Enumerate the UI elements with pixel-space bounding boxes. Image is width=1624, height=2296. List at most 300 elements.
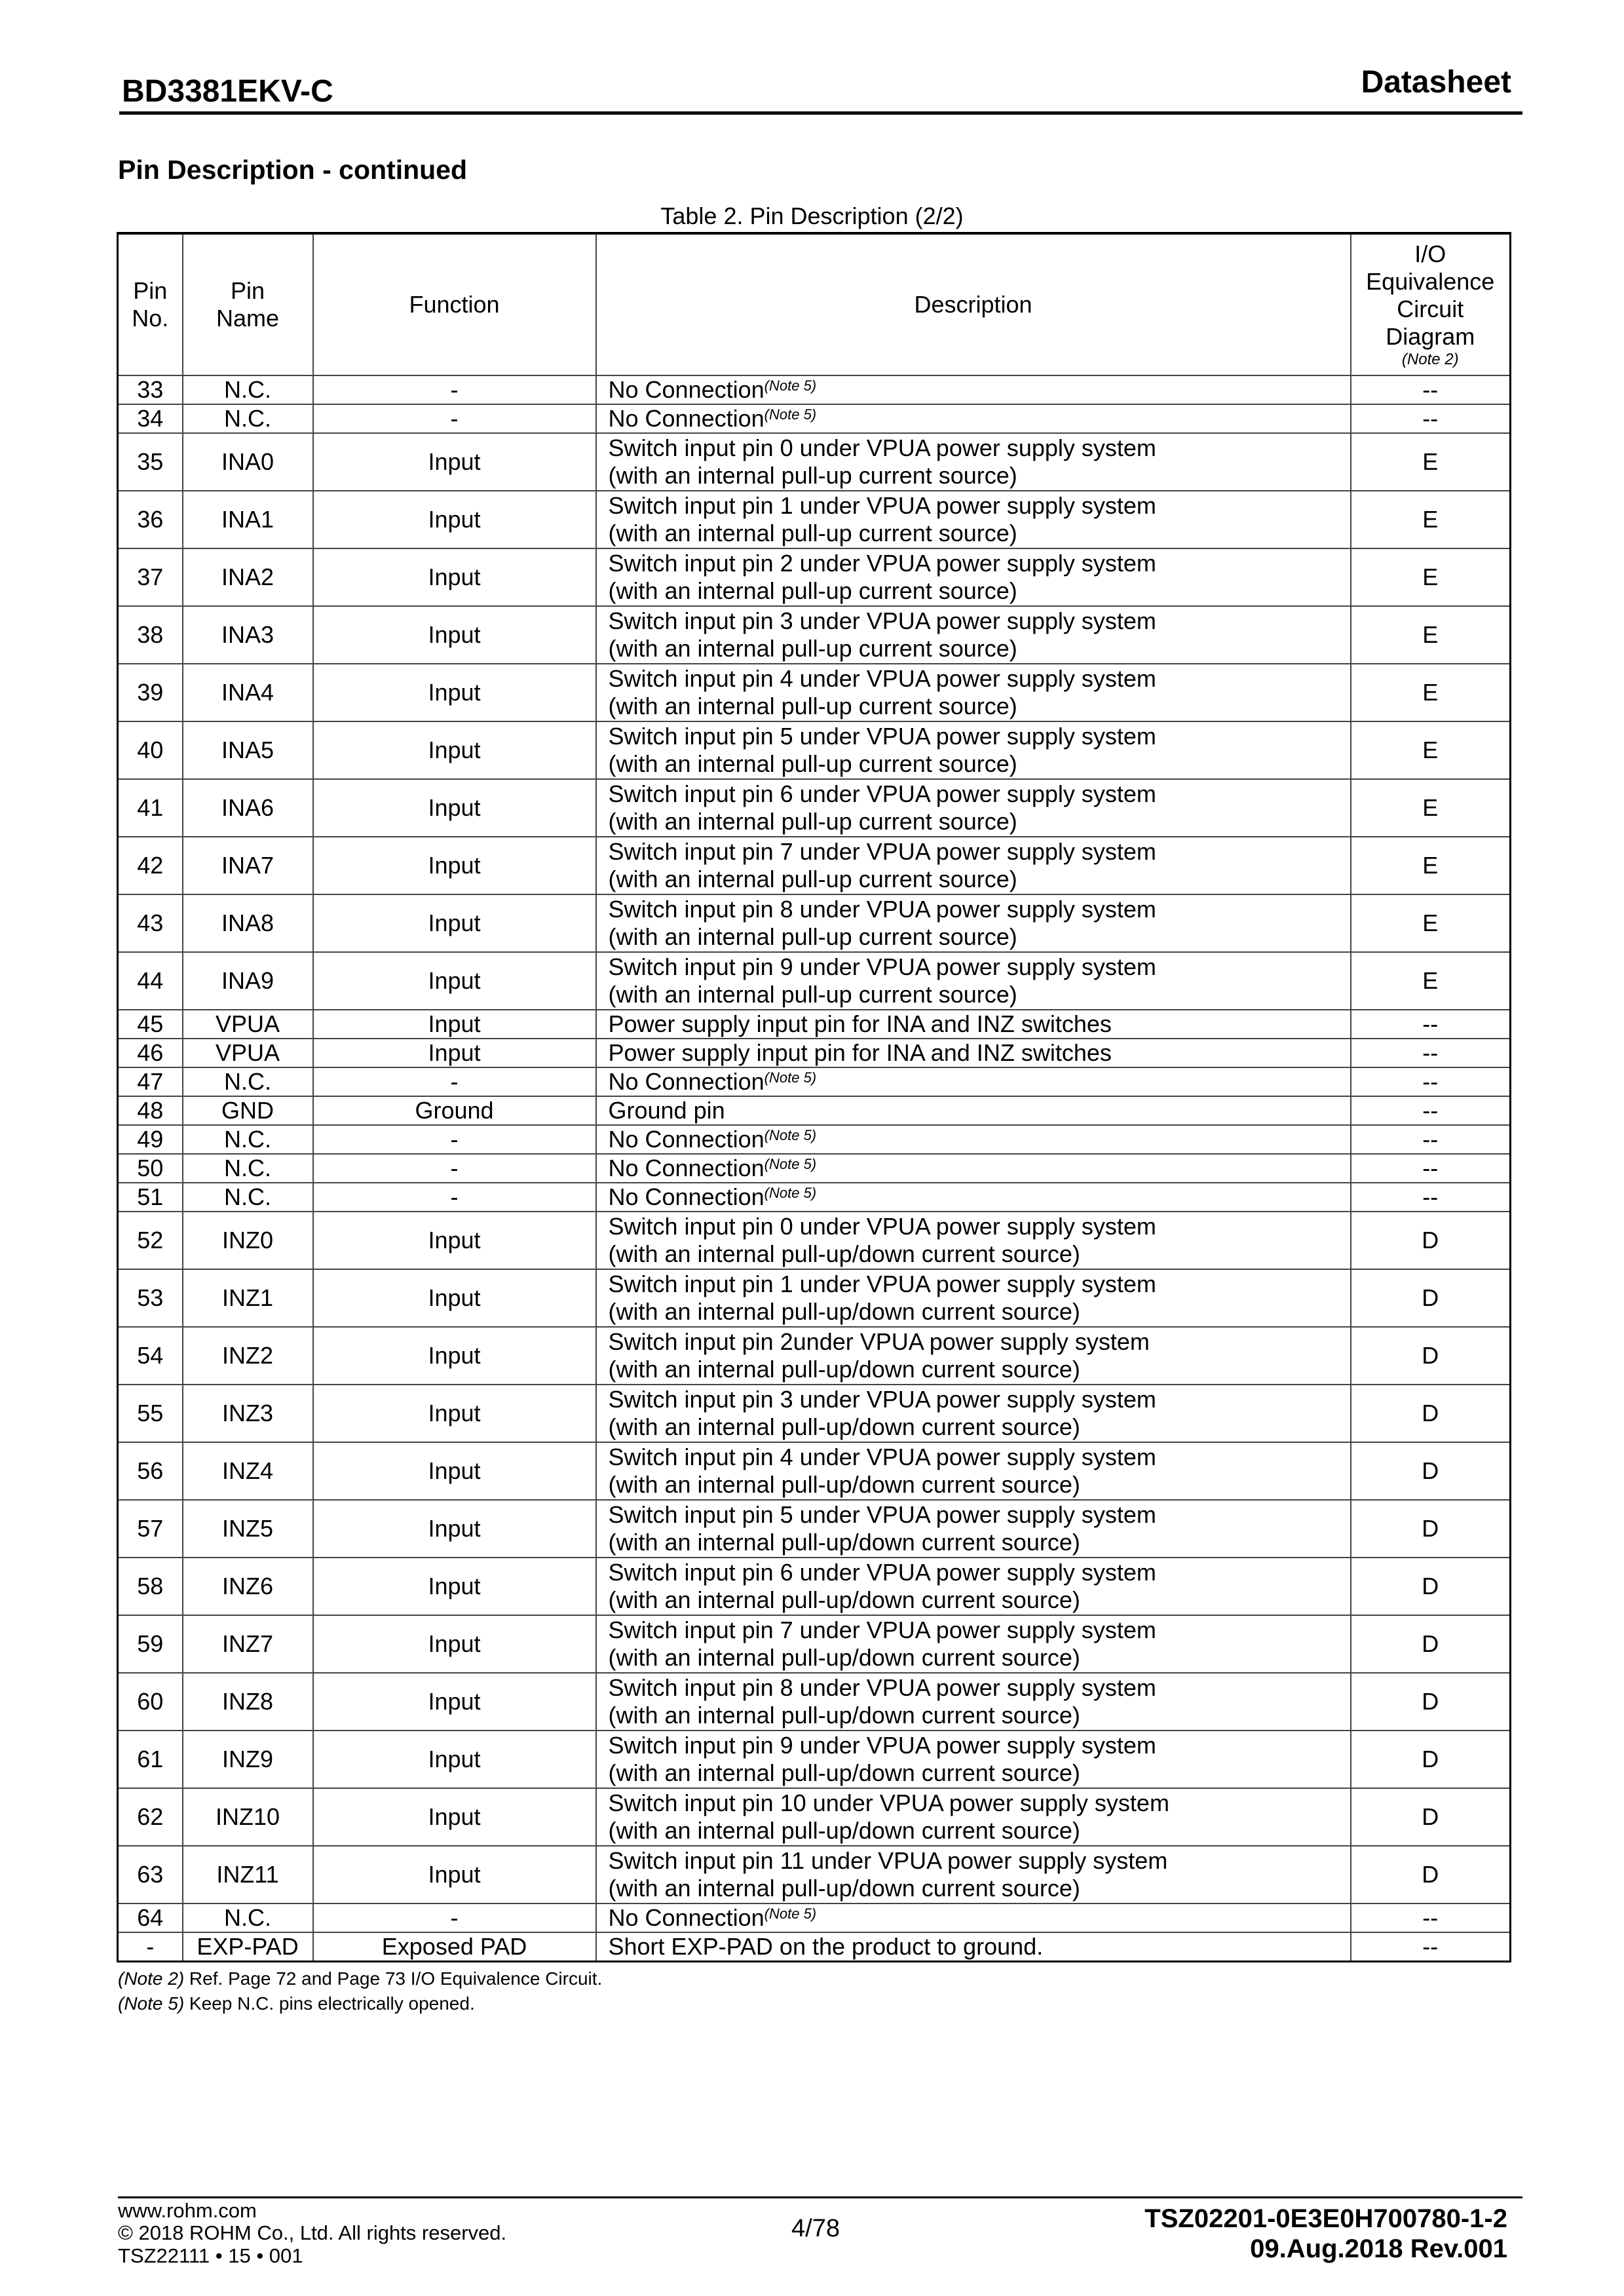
io-diagram: E (1351, 894, 1511, 952)
description-text: (with an internal pull-up current source) (608, 520, 1017, 546)
description-line (609, 607, 1350, 635)
pin-function: Input (313, 1673, 596, 1731)
note-reference: (Note 5) (764, 1156, 817, 1172)
note-reference: (Note 5) (764, 1127, 817, 1143)
col-label: I/O Equivalence Circuit Diagram (1366, 240, 1495, 350)
table-row (118, 1010, 1511, 1039)
header-rule (119, 111, 1522, 115)
table-row (118, 1673, 1511, 1731)
description-line (609, 520, 1350, 547)
description-line (609, 665, 1350, 693)
table-row (118, 1904, 1511, 1932)
table-row (118, 1039, 1511, 1067)
description-line (609, 1501, 1350, 1529)
description-line (609, 1644, 1350, 1672)
description-text: (with an internal pull-up/down current source) (608, 1875, 1080, 1902)
pin-description (596, 837, 1351, 894)
description-text: (with an internal pull-up current source) (608, 808, 1017, 835)
description-line (609, 750, 1350, 778)
description-text: Switch input pin 7 under VPUA power supply system (608, 1617, 1156, 1643)
description-text: (with an internal pull-up/down current source) (608, 1817, 1080, 1844)
description-text: Switch input pin 5 under VPUA power supply system (608, 1501, 1156, 1528)
table-row (118, 1067, 1511, 1096)
pin-description (596, 606, 1351, 664)
description-text: Switch input pin 0 under VPUA power supply system (608, 1213, 1156, 1240)
pin-number: 58 (118, 1558, 183, 1615)
pin-name: N.C. (183, 1154, 313, 1183)
description-text: No Connection (608, 376, 765, 403)
description-text: Power supply input pin for INA and INZ switches (608, 1039, 1112, 1066)
footer-rule (118, 2196, 1522, 2198)
pin-function: - (313, 1067, 596, 1096)
pin-number: 47 (118, 1067, 183, 1096)
io-diagram: E (1351, 491, 1511, 548)
pin-function: - (313, 1154, 596, 1183)
table-row (118, 664, 1511, 721)
description-text: Switch input pin 6 under VPUA power supply system (608, 1559, 1156, 1586)
note-reference: (Note 5) (764, 1905, 817, 1922)
table-row (118, 1125, 1511, 1154)
pin-name: N.C. (183, 1904, 313, 1932)
pin-name: INZ6 (183, 1558, 313, 1615)
description-text: Ground pin (608, 1097, 725, 1124)
table-row (118, 1183, 1511, 1212)
pin-description (596, 1442, 1351, 1500)
pin-name: INA7 (183, 837, 313, 894)
description-text: (with an internal pull-up/down current source) (608, 1356, 1080, 1383)
pin-function: Input (313, 1212, 596, 1269)
pin-function: Input (313, 1846, 596, 1904)
description-text: (with an internal pull-up/down current source) (608, 1240, 1080, 1267)
pin-function: Input (313, 1500, 596, 1558)
footer-doc-number: TSZ02201-0E3E0H700780-1-2 (1144, 2204, 1507, 2233)
pin-name: INZ2 (183, 1327, 313, 1385)
description-line (609, 577, 1350, 605)
pin-function: Input (313, 1788, 596, 1846)
page-number: 4/78 (791, 2215, 840, 2242)
pin-function: Input (313, 491, 596, 548)
description-text: (with an internal pull-up current source) (608, 635, 1017, 662)
pin-description (596, 952, 1351, 1010)
col-pin-name (183, 233, 313, 375)
description-text: Switch input pin 9 under VPUA power supply system (608, 1732, 1156, 1759)
note-reference: (Note 5) (764, 406, 817, 423)
description-text: (with an internal pull-up current source) (608, 577, 1017, 604)
description-line (609, 635, 1350, 662)
pin-description (596, 894, 1351, 952)
io-diagram: -- (1351, 404, 1511, 433)
pin-name: GND (183, 1096, 313, 1125)
col-label: Pin Name (216, 277, 280, 332)
pin-number: 59 (118, 1615, 183, 1673)
io-diagram: D (1351, 1212, 1511, 1269)
pin-number: 34 (118, 404, 183, 433)
description-text: Switch input pin 6 under VPUA power supply system (608, 780, 1156, 807)
description-text: Switch input pin 2 under VPUA power supply system (608, 550, 1156, 577)
pin-name: INZ1 (183, 1269, 313, 1327)
description-line (609, 1010, 1350, 1038)
pin-description (596, 1904, 1351, 1932)
pin-number: 42 (118, 837, 183, 894)
pin-description (596, 1067, 1351, 1096)
pin-name: N.C. (183, 1067, 313, 1096)
pin-function: Input (313, 1442, 596, 1500)
io-diagram: D (1351, 1788, 1511, 1846)
description-text: (with an internal pull-up/down current source) (608, 1644, 1080, 1671)
pin-number: 44 (118, 952, 183, 1010)
note-reference: (Note 5) (764, 377, 817, 394)
pin-name: INZ8 (183, 1673, 313, 1731)
description-line (609, 953, 1350, 981)
description-line (609, 462, 1350, 489)
pin-description (596, 1385, 1351, 1442)
table-row (118, 837, 1511, 894)
io-diagram: E (1351, 548, 1511, 606)
table-row (118, 1558, 1511, 1615)
pin-name: INA3 (183, 606, 313, 664)
description-line (609, 923, 1350, 951)
description-line (609, 1674, 1350, 1702)
description-line (609, 1444, 1350, 1471)
description-line (609, 1356, 1350, 1383)
pin-number: 52 (118, 1212, 183, 1269)
table-row (118, 375, 1511, 404)
description-text: Switch input pin 1 under VPUA power supply system (608, 492, 1156, 519)
io-diagram: D (1351, 1731, 1511, 1788)
pin-name: INA0 (183, 433, 313, 491)
pin-name: EXP-PAD (183, 1932, 313, 1962)
description-text: (with an internal pull-up/down current source) (608, 1759, 1080, 1786)
pin-description (596, 779, 1351, 837)
pin-number: 51 (118, 1183, 183, 1212)
note-reference: (Note 5) (764, 1069, 817, 1086)
description-line (609, 405, 1350, 432)
table-row (118, 606, 1511, 664)
table-row (118, 1327, 1511, 1385)
description-line (609, 1471, 1350, 1499)
note-5 (118, 1993, 475, 2014)
description-text: (with an internal pull-up current source) (608, 866, 1017, 892)
description-line (609, 866, 1350, 893)
pin-function: Input (313, 1615, 596, 1673)
pin-function: Input (313, 721, 596, 779)
pin-name: INA5 (183, 721, 313, 779)
note-label: (Note 5) (118, 1993, 185, 2014)
pin-function: Input (313, 1558, 596, 1615)
pin-number: 41 (118, 779, 183, 837)
pin-name: INZ10 (183, 1788, 313, 1846)
pin-name: INZ3 (183, 1385, 313, 1442)
io-diagram: E (1351, 433, 1511, 491)
pin-number: 39 (118, 664, 183, 721)
table-row (118, 779, 1511, 837)
io-diagram: -- (1351, 1904, 1511, 1932)
description-text: (with an internal pull-up/down current source) (608, 1586, 1080, 1613)
pin-name: N.C. (183, 1183, 313, 1212)
io-diagram: E (1351, 779, 1511, 837)
io-diagram: E (1351, 952, 1511, 1010)
io-diagram: D (1351, 1846, 1511, 1904)
description-line (609, 1126, 1350, 1153)
io-diagram: -- (1351, 375, 1511, 404)
io-diagram: -- (1351, 1067, 1511, 1096)
description-line (609, 1183, 1350, 1211)
description-text: (with an internal pull-up current source) (608, 981, 1017, 1008)
io-diagram: -- (1351, 1125, 1511, 1154)
pin-name: INA4 (183, 664, 313, 721)
description-line (609, 1759, 1350, 1787)
col-io-diagram (1351, 233, 1511, 375)
description-text: Switch input pin 3 under VPUA power supply system (608, 1386, 1156, 1413)
pin-function: Input (313, 1385, 596, 1442)
description-line (609, 1097, 1350, 1124)
pin-number: 62 (118, 1788, 183, 1846)
description-line (609, 1298, 1350, 1326)
pin-number: 55 (118, 1385, 183, 1442)
pin-number: 45 (118, 1010, 183, 1039)
pin-function: - (313, 404, 596, 433)
pin-name: INA2 (183, 548, 313, 606)
document-id: BD3381EKV-C (122, 74, 333, 109)
pin-function: - (313, 1183, 596, 1212)
description-text: (with an internal pull-up/down current source) (608, 1702, 1080, 1729)
description-line (609, 693, 1350, 720)
pin-description (596, 664, 1351, 721)
pin-description (596, 375, 1351, 404)
description-text: (with an internal pull-up/down current source) (608, 1471, 1080, 1498)
description-line (609, 1817, 1350, 1845)
table-row (118, 1846, 1511, 1904)
description-text: (with an internal pull-up/down current source) (608, 1529, 1080, 1556)
note-text: Keep N.C. pins electrically opened. (184, 1993, 475, 2014)
pin-function: Input (313, 664, 596, 721)
pin-description (596, 1615, 1351, 1673)
description-text: Switch input pin 0 under VPUA power supply system (608, 434, 1156, 461)
description-text: (with an internal pull-up current source) (608, 462, 1017, 489)
col-label: Function (409, 291, 500, 318)
table-row (118, 1731, 1511, 1788)
pin-name: N.C. (183, 375, 313, 404)
description-line (609, 492, 1350, 520)
pin-number: 64 (118, 1904, 183, 1932)
pin-description (596, 1673, 1351, 1731)
description-line (609, 1240, 1350, 1268)
description-text: No Connection (608, 1126, 765, 1153)
pin-description (596, 721, 1351, 779)
pin-name: INA6 (183, 779, 313, 837)
description-line (609, 1068, 1350, 1096)
pin-number: 49 (118, 1125, 183, 1154)
pin-function: - (313, 1125, 596, 1154)
description-line (609, 1875, 1350, 1902)
description-line (609, 1529, 1350, 1556)
description-line (609, 780, 1350, 808)
pin-description (596, 1212, 1351, 1269)
pin-description (596, 1039, 1351, 1067)
pin-name: N.C. (183, 404, 313, 433)
pin-number: 37 (118, 548, 183, 606)
io-diagram: -- (1351, 1154, 1511, 1183)
pin-function: Input (313, 837, 596, 894)
table-row (118, 1500, 1511, 1558)
pin-number: 57 (118, 1500, 183, 1558)
description-line (609, 1904, 1350, 1932)
table-header-row (118, 233, 1511, 375)
pin-description (596, 1327, 1351, 1385)
io-diagram: -- (1351, 1932, 1511, 1962)
table-row (118, 952, 1511, 1010)
io-diagram: D (1351, 1385, 1511, 1442)
pin-number: 63 (118, 1846, 183, 1904)
footer-copyright: © 2018 ROHM Co., Ltd. All rights reserved. (118, 2221, 507, 2244)
description-line (609, 1559, 1350, 1586)
table-row (118, 433, 1511, 491)
io-diagram: D (1351, 1327, 1511, 1385)
description-text: No Connection (608, 1904, 765, 1931)
description-text: (with an internal pull-up/down current source) (608, 1298, 1080, 1325)
table-body (118, 375, 1511, 1962)
pin-description (596, 1154, 1351, 1183)
description-text: Switch input pin 4 under VPUA power supply system (608, 665, 1156, 692)
io-diagram: E (1351, 721, 1511, 779)
col-label: Description (914, 291, 1032, 318)
description-text: (with an internal pull-up/down current source) (608, 1413, 1080, 1440)
pin-description (596, 1558, 1351, 1615)
pin-function: Input (313, 779, 596, 837)
document-type: Datasheet (1361, 65, 1511, 100)
description-line (609, 808, 1350, 835)
pin-number: - (118, 1932, 183, 1962)
footer-form-code: TSZ22111 • 15 • 001 (118, 2244, 303, 2267)
note-2 (118, 1968, 602, 1989)
description-text: No Connection (608, 1068, 765, 1095)
io-diagram: E (1351, 606, 1511, 664)
pin-name: INA1 (183, 491, 313, 548)
pin-number: 60 (118, 1673, 183, 1731)
pin-name: VPUA (183, 1039, 313, 1067)
pin-name: INZ0 (183, 1212, 313, 1269)
table-row (118, 1788, 1511, 1846)
pin-number: 54 (118, 1327, 183, 1385)
pin-name: INZ7 (183, 1615, 313, 1673)
pin-name: INA8 (183, 894, 313, 952)
pin-function: - (313, 375, 596, 404)
pin-name: VPUA (183, 1010, 313, 1039)
description-line (609, 1328, 1350, 1356)
description-line (609, 1413, 1350, 1441)
pin-description (596, 1846, 1351, 1904)
col-note: (Note 2) (1401, 351, 1459, 368)
description-line (609, 1789, 1350, 1817)
note-reference: (Note 5) (764, 1185, 817, 1201)
pin-function: Input (313, 894, 596, 952)
pin-number: 61 (118, 1731, 183, 1788)
pin-number: 40 (118, 721, 183, 779)
description-line (609, 1702, 1350, 1729)
pin-name: N.C. (183, 1125, 313, 1154)
pin-description (596, 404, 1351, 433)
description-text: Switch input pin 8 under VPUA power supply system (608, 1674, 1156, 1701)
table-row (118, 1615, 1511, 1673)
pin-description (596, 491, 1351, 548)
description-text: No Connection (608, 1183, 765, 1210)
table-row (118, 548, 1511, 606)
table-row (118, 1154, 1511, 1183)
pin-function: Input (313, 1327, 596, 1385)
description-line (609, 550, 1350, 577)
description-text: Power supply input pin for INA and INZ switches (608, 1010, 1112, 1037)
description-text: Switch input pin 7 under VPUA power supply system (608, 838, 1156, 865)
pin-number: 56 (118, 1442, 183, 1500)
pin-description (596, 1788, 1351, 1846)
description-text: Switch input pin 11 under VPUA power supply system (608, 1847, 1168, 1874)
col-description (596, 233, 1351, 375)
note-text: Ref. Page 72 and Page 73 I/O Equivalence Circuit. (184, 1968, 603, 1989)
description-line (609, 1386, 1350, 1413)
table-row (118, 1212, 1511, 1269)
pin-description (596, 1125, 1351, 1154)
pin-function: Input (313, 606, 596, 664)
description-line (609, 838, 1350, 866)
description-line (609, 1586, 1350, 1614)
pin-number: 38 (118, 606, 183, 664)
description-text: Switch input pin 9 under VPUA power supply system (608, 953, 1156, 980)
pin-function: Input (313, 433, 596, 491)
description-line (609, 1213, 1350, 1240)
pin-number: 33 (118, 375, 183, 404)
pin-function: Input (313, 1731, 596, 1788)
pin-description (596, 1183, 1351, 1212)
col-pin-no (118, 233, 183, 375)
pin-function: Input (313, 1269, 596, 1327)
io-diagram: -- (1351, 1096, 1511, 1125)
table-caption: Table 2. Pin Description (2/2) (660, 202, 964, 229)
pin-description (596, 1096, 1351, 1125)
note-label: (Note 2) (118, 1968, 185, 1989)
description-text: Switch input pin 10 under VPUA power supply system (608, 1789, 1169, 1816)
io-diagram: D (1351, 1442, 1511, 1500)
pin-number: 53 (118, 1269, 183, 1327)
pin-name: INZ11 (183, 1846, 313, 1904)
description-line (609, 1039, 1350, 1067)
pin-description (596, 433, 1351, 491)
io-diagram: D (1351, 1269, 1511, 1327)
pin-function: Exposed PAD (313, 1932, 596, 1962)
description-text: No Connection (608, 1155, 765, 1181)
table-row (118, 1269, 1511, 1327)
io-diagram: D (1351, 1500, 1511, 1558)
table-row (118, 1442, 1511, 1500)
pin-number: 48 (118, 1096, 183, 1125)
io-diagram: -- (1351, 1010, 1511, 1039)
footer-date-rev: 09.Aug.2018 Rev.001 (1250, 2234, 1507, 2263)
description-text: Switch input pin 5 under VPUA power supply system (608, 723, 1156, 750)
description-line (609, 1271, 1350, 1298)
description-text: Switch input pin 4 under VPUA power supply system (608, 1444, 1156, 1470)
description-line (609, 1732, 1350, 1759)
description-line (609, 376, 1350, 404)
pin-description (596, 1269, 1351, 1327)
pin-number: 36 (118, 491, 183, 548)
description-line (609, 723, 1350, 750)
table-row (118, 721, 1511, 779)
io-diagram: E (1351, 837, 1511, 894)
pin-description-table (117, 232, 1511, 1962)
description-text: (with an internal pull-up current source) (608, 693, 1017, 719)
pin-function: Input (313, 952, 596, 1010)
pin-function: - (313, 1904, 596, 1932)
description-line (609, 1847, 1350, 1875)
